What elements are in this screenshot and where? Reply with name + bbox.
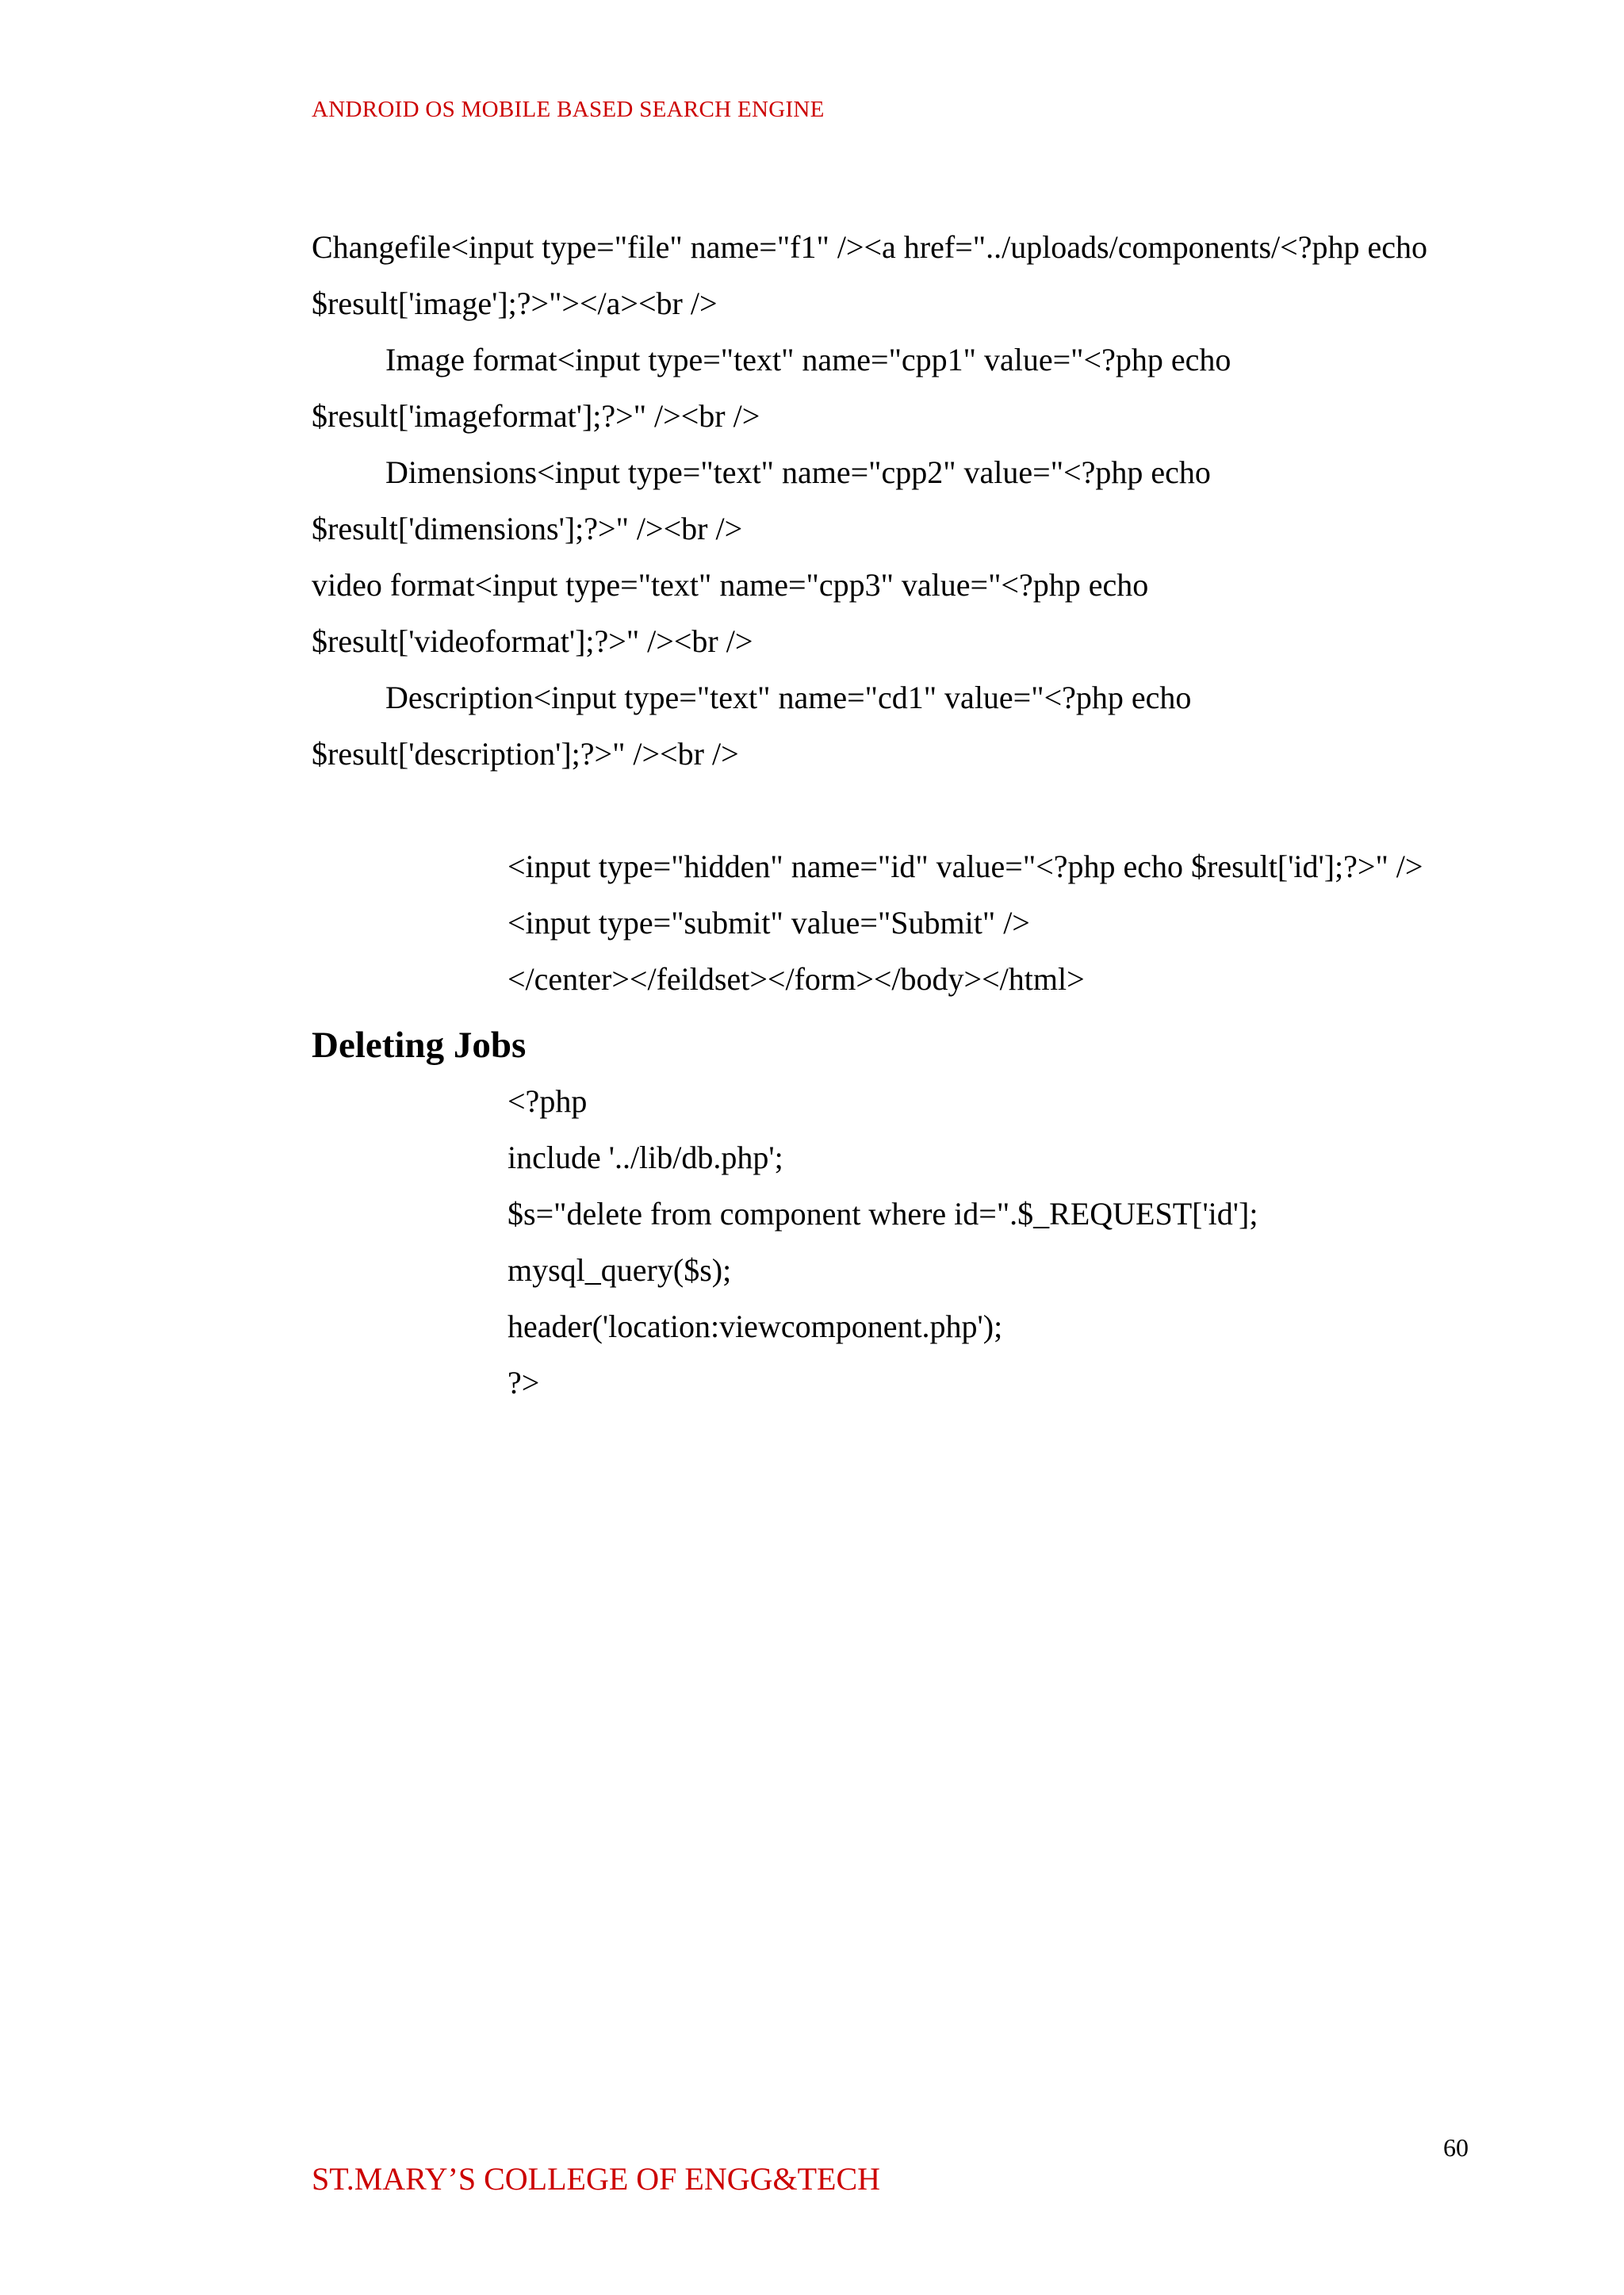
code-line: $result['description'];?>" /><br /> [312,736,739,772]
code-line: $result['imageformat'];?>" /><br /> [312,398,760,434]
code-line: video format<input type="text" name="cpp3" value="<?php echo [312,567,1149,603]
code-line: mysql_query($s); [508,1252,732,1288]
code-line: Dimensions<input type="text" name="cpp2" value="<?php echo [385,454,1211,490]
code-line: $result['image'];?>"></a><br /> [312,285,718,321]
code-line: ?> [508,1365,540,1400]
code-line: </center></feildset></form></body></html> [508,961,1085,997]
code-line: Image format<input type="text" name="cpp1" value="<?php echo [385,342,1231,377]
code-line: $result['videoformat'];?>" /><br /> [312,623,753,659]
code-line: $s="delete from component where id=".$_REQUEST['id']; [508,1196,1258,1232]
page-footer: ST.MARY’S COLLEGE OF ENGG&TECH [312,2161,881,2197]
page-header: ANDROID OS MOBILE BASED SEARCH ENGINE [312,97,825,122]
code-line: $result['dimensions'];?>" /><br /> [312,511,743,546]
section-heading: Deleting Jobs [312,1025,527,1066]
code-line: Description<input type="text" name="cd1" value="<?php echo [385,680,1192,715]
code-line: <?php [508,1083,588,1119]
code-line: header('location:viewcomponent.php'); [508,1308,1003,1344]
code-line: Changefile<input type="file" name="f1" /><a href="../uploads/components/<?php echo [312,229,1427,265]
code-line: include '../lib/db.php'; [508,1140,783,1175]
page-number: 60 [1443,2133,1469,2162]
code-line: <input type="submit" value="Submit" /> [508,905,1030,941]
code-line: <input type="hidden" name="id" value="<?php echo $result['id'];?>" /> [508,849,1423,884]
